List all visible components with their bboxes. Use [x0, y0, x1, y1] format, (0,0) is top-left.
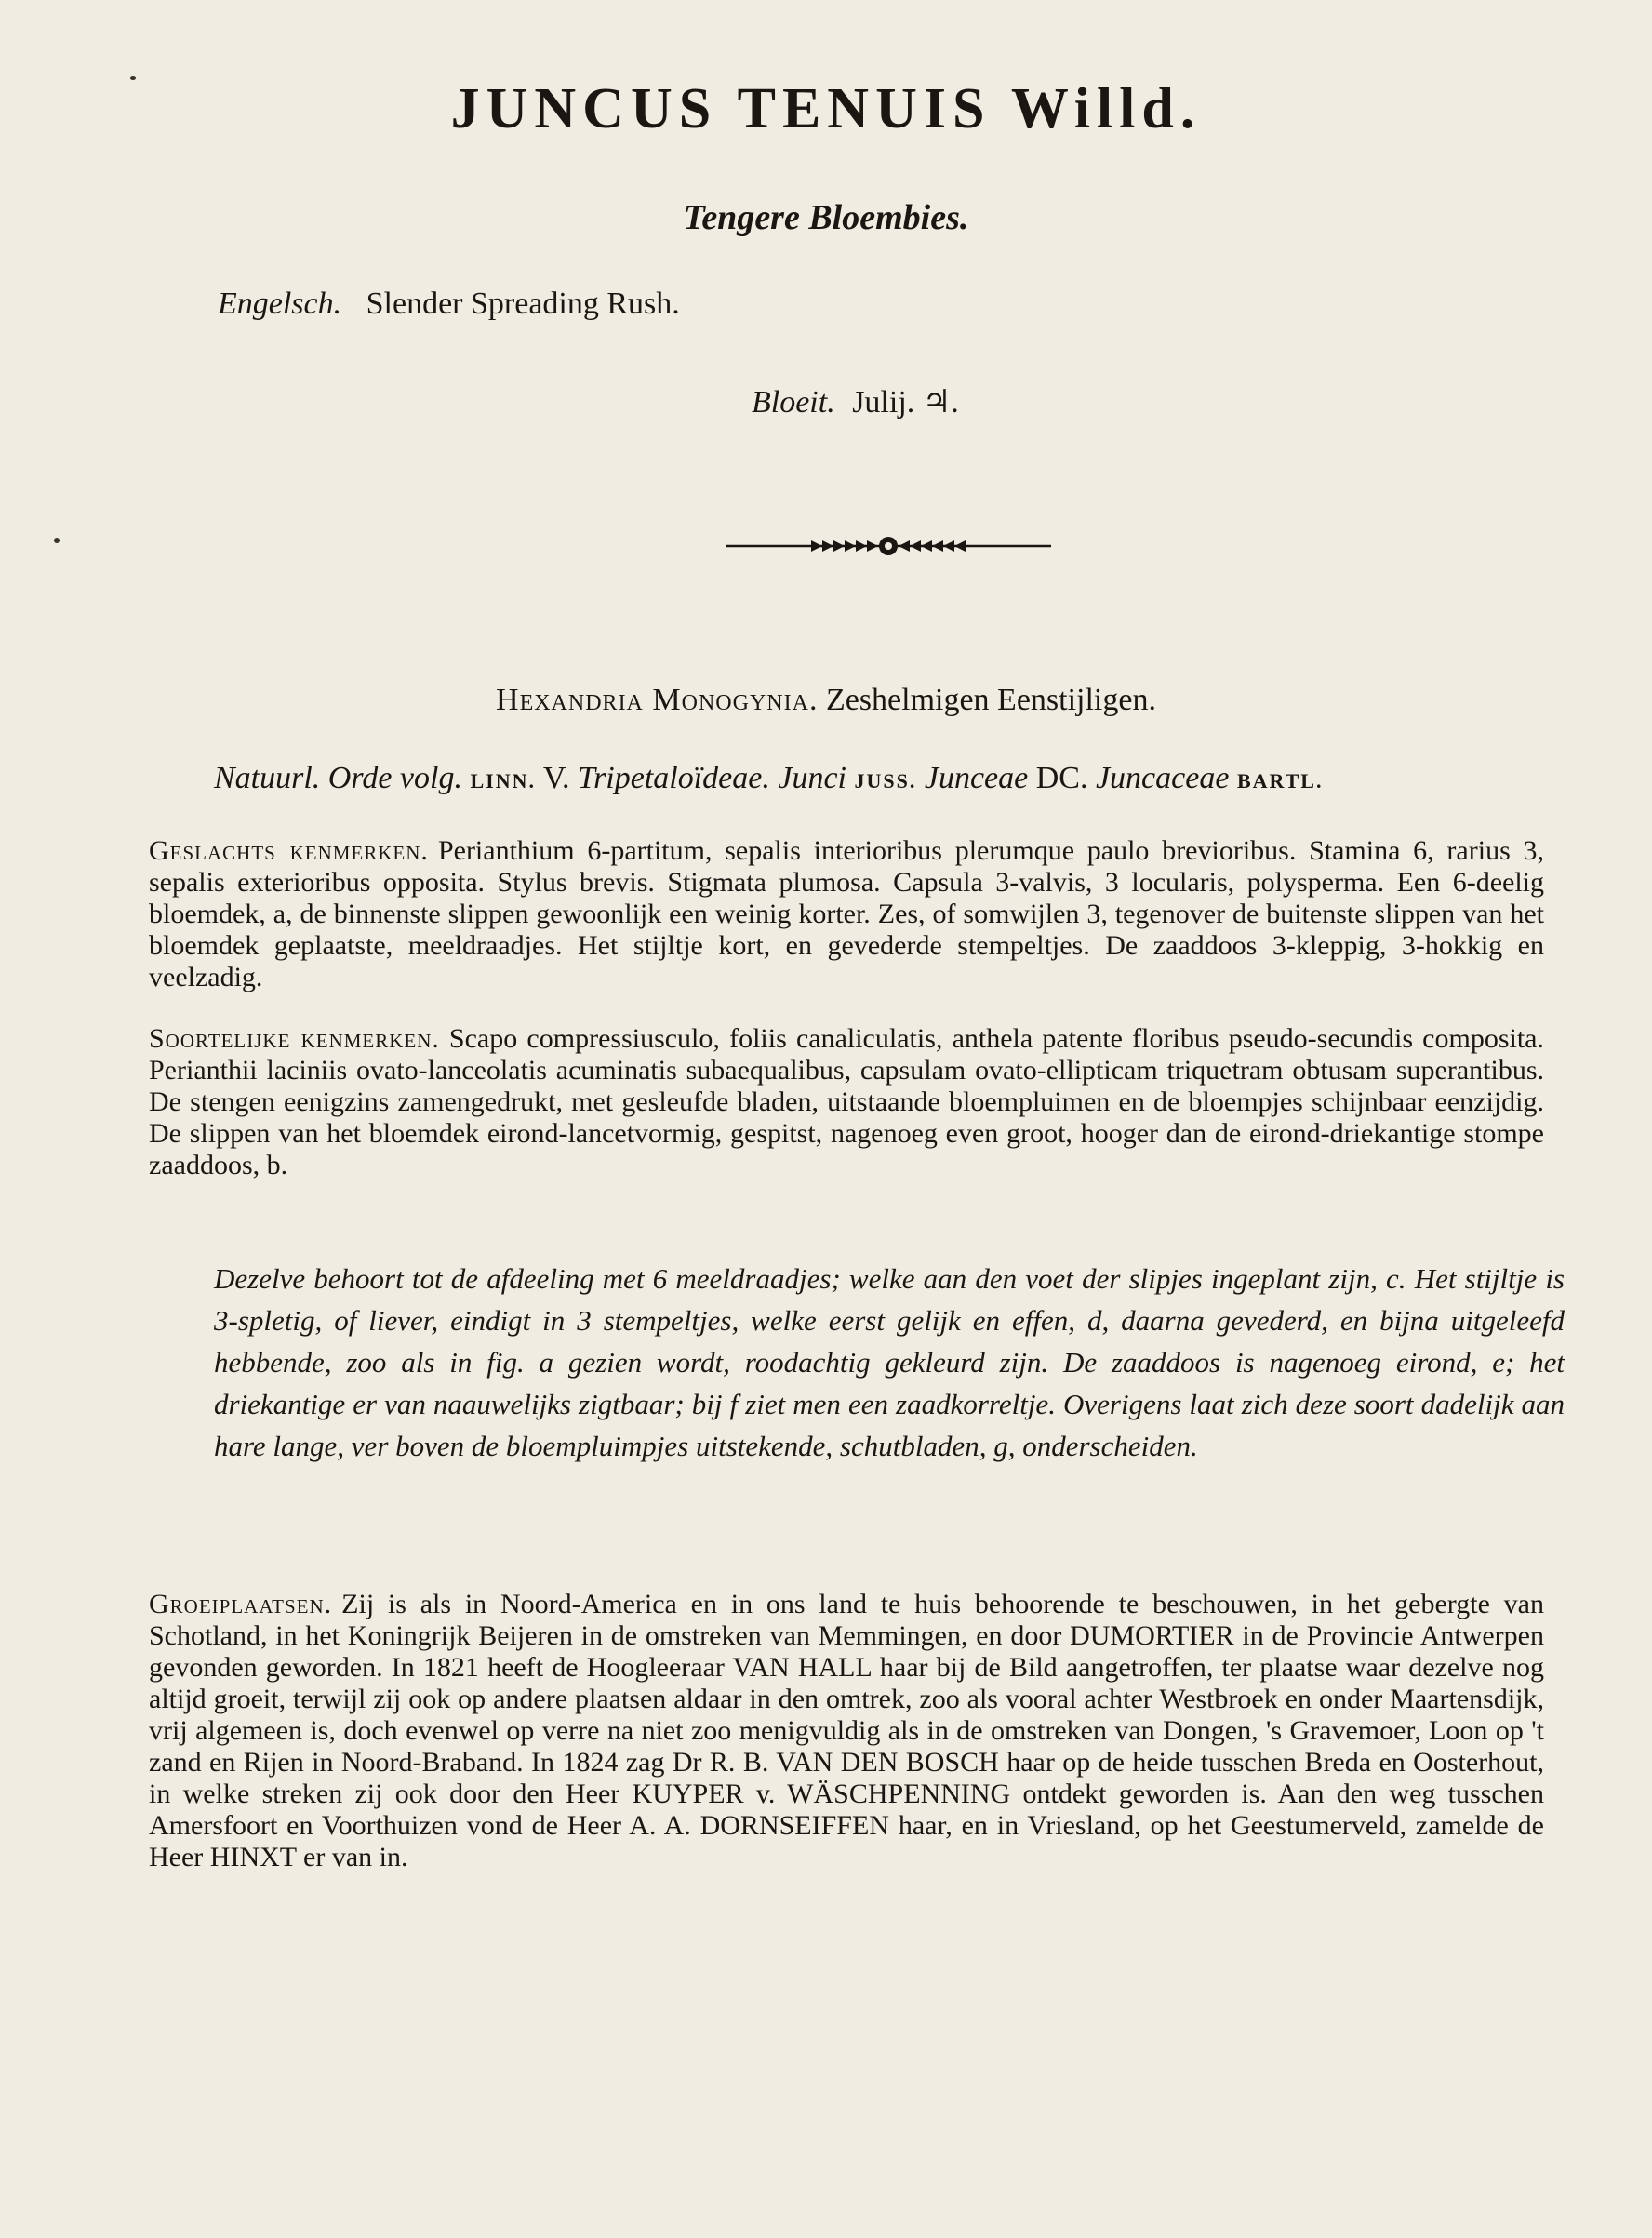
genus-characters — [149, 835, 1544, 993]
author-dc: DC. — [1035, 761, 1088, 795]
order-tripetaloideae: Tripetaloïdeae. — [578, 761, 770, 795]
order-junci: Junci — [778, 761, 846, 795]
genus-heading: Geslachts kenmerken. — [149, 835, 429, 866]
order-junceae: Junceae — [924, 761, 1029, 795]
paper-speck — [130, 76, 136, 80]
order-number: V. — [542, 761, 570, 795]
linnaean-class — [0, 683, 1652, 718]
order-prefix: Natuurl. Orde volg. — [214, 761, 462, 795]
english-name-line — [218, 286, 680, 322]
class-latin: Hexandria Monogynia. — [496, 683, 819, 717]
paper-speck — [54, 538, 60, 543]
flowering-label: Bloeit. — [752, 385, 835, 420]
author-juss: JUSS. — [854, 769, 917, 793]
natural-order-line — [214, 761, 1323, 796]
species-characters — [149, 1023, 1544, 1181]
habitat-heading: Groeiplaatsen. — [149, 1589, 333, 1619]
author-bartl: BARTL. — [1236, 769, 1324, 793]
genus-text: Perianthium 6-partitum, sepalis interioribus plerumque paulo brevioribus. Stamina 6, rarius 3, sepalis exterioribus opposita. Stylus brevis. Stigmata plumosa. Capsula 3-valvis, 3 locularis, polysperma. Een 6-deelig bloemdek, a, de binnenste slippen gewoonlijk een weinig korter. Zes, of somwijlen 3, tegenover de buitenste slippen van het bloemdek geplaatste, meeldraadjes. Het stijltje kort, en gevederde stempeltjes. De zaaddoos 3-kleppig, 3-hokkig en veelzadig. — [149, 835, 1545, 992]
class-dutch: Zeshelmigen Eenstijligen. — [825, 683, 1156, 717]
species-heading: Soortelijke kenmerken. — [149, 1023, 440, 1054]
flowering-value: Julij. ♃. — [852, 385, 959, 420]
page-title: JUNCUS TENUIS Willd. — [450, 77, 1202, 140]
ornament-divider-icon — [726, 532, 1051, 560]
order-juncaceae: Juncaceae — [1095, 761, 1230, 795]
description-paragraph: Dezelve behoort tot de afdeeling met 6 meeldraadjes; welke aan den voet der slipjes ingeplant zijn, c. Het stijltje is 3-spletig, of liever, eindigt in 3 stempeltjes, welke eerst gelijk en effen, d, daarna gevederd, en bijna uitgeleefd hebbende, zoo als in fig. a gezien wordt, roodachtig gekleurd zijn. De zaaddoos is nagenoeg eirond, e; het driekantige er van naauwelijks zigtbaar; bij f ziet men een zaadkorreltje. Overigens laat zich deze soort dadelijk aan hare lange, ver boven de bloempluimpjes uitstekende, schutbladen, g, onderscheiden. — [214, 1262, 1565, 1462]
habitat — [149, 1589, 1544, 1873]
author-linn: LINN. — [470, 769, 536, 793]
english-name: Slender Spreading Rush. — [366, 286, 680, 321]
english-label: Engelsch. — [218, 286, 342, 321]
species-text: Scapo compressiusculo, foliis canaliculatis, anthela patente floribus pseudo-secundis composita. Perianthii laciniis ovato-lanceolatis acuminatis subaequalibus, capsulam ovato-ellipticam triquetram obtusam superantibus. De stengen eenigzins zamengedrukt, met gesleufde bladen, uitstaande bloempluimen en de bloempjes schijnbaar eenzijdig. De slippen van het bloemdek eirond-lancetvormig, gespitst, nagenoeg even groot, hooger dan de eirond-driekantige stompe zaaddoos, b. — [149, 1023, 1544, 1180]
habitat-text: Zij is als in Noord-America en in ons land te huis behoorende te beschouwen, in het gebergte van Schotland, in het Koningrijk Beijeren in de omstreken van Memmingen, en door DUMORTIER in de Provincie Antwerpen gevonden geworden. In 1821 heeft de Hoogleeraar VAN HALL haar bij de Bild aangetroffen, ter plaatse waar dezelve nog altijd groeit, terwijl zij ook op andere plaatsen aldaar in den omtrek, zoo als vooral achter Westbroek en onder Maartensdijk, vrij algemeen is, doch evenwel op verre na niet zoo menigvuldig als in de omstreken van Dongen, 's Gravemoer, Loon op 't zand en Rijen in Noord-Braband. In 1824 zag Dr R. B. VAN DEN BOSCH haar op de heide tusschen Breda en Oosterhout, in welke streken zij ook door den Heer KUYPER v. WÄSCHPENNING ontdekt geworden is. Aan den weg tusschen Amersfoort en Voorthuizen vond de Heer A. A. DORNSEIFFEN haar, en in Vriesland, op het Geestumerveld, zamelde de Heer HINXT er van in. — [149, 1589, 1544, 1872]
dutch-name: Tengere Bloembies. — [683, 198, 969, 237]
flowering-line — [752, 383, 959, 420]
